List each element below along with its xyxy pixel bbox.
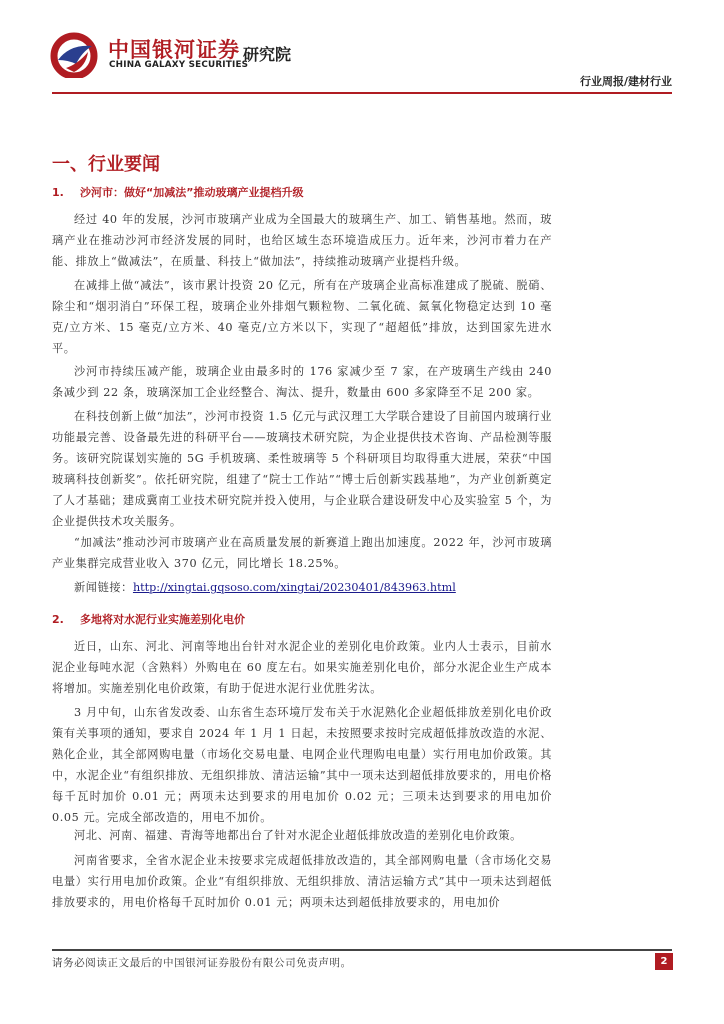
paragraph: 在科技创新上做“加法”，沙河市投资 1.5 亿元与武汉理工大学联合建设了目前国内玻璃行业功能最完善、设备最先进的科研平台——玻璃技术研究院，为企业提供技术咨询、产品检测等服务。该研究院谋划实施的 5G 手机玻璃、柔性玻璃等 5 个科研项目均取得重大进展，荣获“中国玻璃科技创新奖”。依托研究院，组建了“院士工作站”“博士后创新实践基地”，为产业创新奠定了人才基础；建成冀南工业技术研究院并投入使用，与企业联合建设研发中心及实验室 5 个，为企业提供技术攻关服务。 [52, 410, 552, 528]
news-link[interactable]: http://xingtai.gqsoso.com/xingtai/20230401/843963.html [132, 581, 456, 594]
institute-label: 研究院 [243, 45, 292, 64]
paragraph: “加减法”推动沙河市玻璃产业在高质量发展的新赛道上跑出加速度。2022 年，沙河市玻璃产业集群完成营业收入 370 亿元，同比增长 18.25%。 [52, 536, 552, 570]
footer-divider [52, 949, 672, 951]
section-title: 一、行业要闻 [52, 154, 160, 175]
paragraph: 3 月中旬，山东省发改委、山东省生态环境厅发布关于水泥熟化企业超低排放差别化电价政策有关事项的通知，要求自 2024 年 1 月 1 日起，未按照要求按时完成超低排放改造的水泥、熟化企业，其全部网购电量（市场化交易电量、电网企业代理购电电量）实行用电加价政策。其中，水泥企业“有组织排放、无组织排放、清洁运输”其中一项未达到超低排放要求的，用电价格每千瓦时加价 0.01 元；两项未达到要求的用电加价 0.02 元；三项未达到要求的用电加价 0.05 元。完成全部改造的，用电不加价。 [52, 706, 552, 824]
paragraph: 在减排上做“减法”，该市累计投资 20 亿元，所有在产玻璃企业高标准建成了脱硫、脱硝、除尘和“烟羽消白”环保工程，玻璃企业外排烟气颗粒物、二氧化硫、氮氧化物稳定达到 10 毫克/立方米、15 毫克/立方米、40 毫克/立方米以下，实现了“超超低”排放，达到国家先进水平。 [52, 279, 552, 355]
company-name-en: CHINA GALAXY SECURITIES [109, 60, 249, 70]
header-divider [52, 92, 672, 94]
news-item-title: 多地将对水泥行业实施差别化电价 [80, 613, 245, 626]
news-item-number: 2. [52, 613, 64, 626]
paragraph: 河南省要求，全省水泥企业未按要求完成超低排放改造的，其全部网购电量（含市场化交易电量）实行用电加价政策。企业“有组织排放、无组织排放、清洁运输方式”其中一项未达到超低排放要求的，用电价格每千瓦时加价 0.01 元；两项未达到超低排放要求的，用电加价 [52, 854, 552, 909]
paragraph: 沙河市持续压减产能，玻璃企业由最多时的 176 家减少至 7 家，在产玻璃生产线由 240 条减少到 22 条，玻璃深加工企业经整合、淘汰、提升，数量由 600 多家降至不足 200 家。 [52, 365, 552, 399]
footer-disclaimer: 请务必阅读正文最后的中国银河证券股份有限公司免责声明。 [52, 957, 352, 969]
report-type: 行业周报/建材行业 [579, 75, 672, 88]
galaxy-logo-icon [48, 30, 104, 78]
news-item-number: 1. [52, 186, 64, 199]
news-item-1-heading [52, 184, 303, 200]
paragraph: 经过 40 年的发展，沙河市玻璃产业成为全国最大的玻璃生产、加工、销售基地。然而，玻璃产业在推动沙河市经济发展的同时，也给区域生态环境造成压力。近年来，沙河市着力在产能、排放上“做减法”，在质量、科技上“做加法”，持续推动玻璃产业提档升级。 [52, 213, 552, 268]
news-link-row [52, 579, 456, 595]
news-item-2-heading [52, 611, 245, 627]
news-item-title: 沙河市：做好“加减法”推动玻璃产业提档升级 [80, 186, 304, 199]
news-link-label: 新闻链接： [74, 581, 133, 594]
page-number: 2 [655, 953, 673, 970]
paragraph: 近日，山东、河北、河南等地出台针对水泥企业的差别化电价政策。业内人士表示，目前水泥企业每吨水泥（含熟料）外购电在 60 度左右。如果实施差别化电价，部分水泥企业生产成本将增加。实施差别化电价政策，有助于促进水泥行业优胜劣汰。 [52, 640, 552, 695]
company-name-cn: 中国银河证券 [108, 38, 240, 62]
paragraph: 河北、河南、福建、青海等地都出台了针对水泥企业超低排放改造的差别化电价政策。 [74, 829, 522, 842]
